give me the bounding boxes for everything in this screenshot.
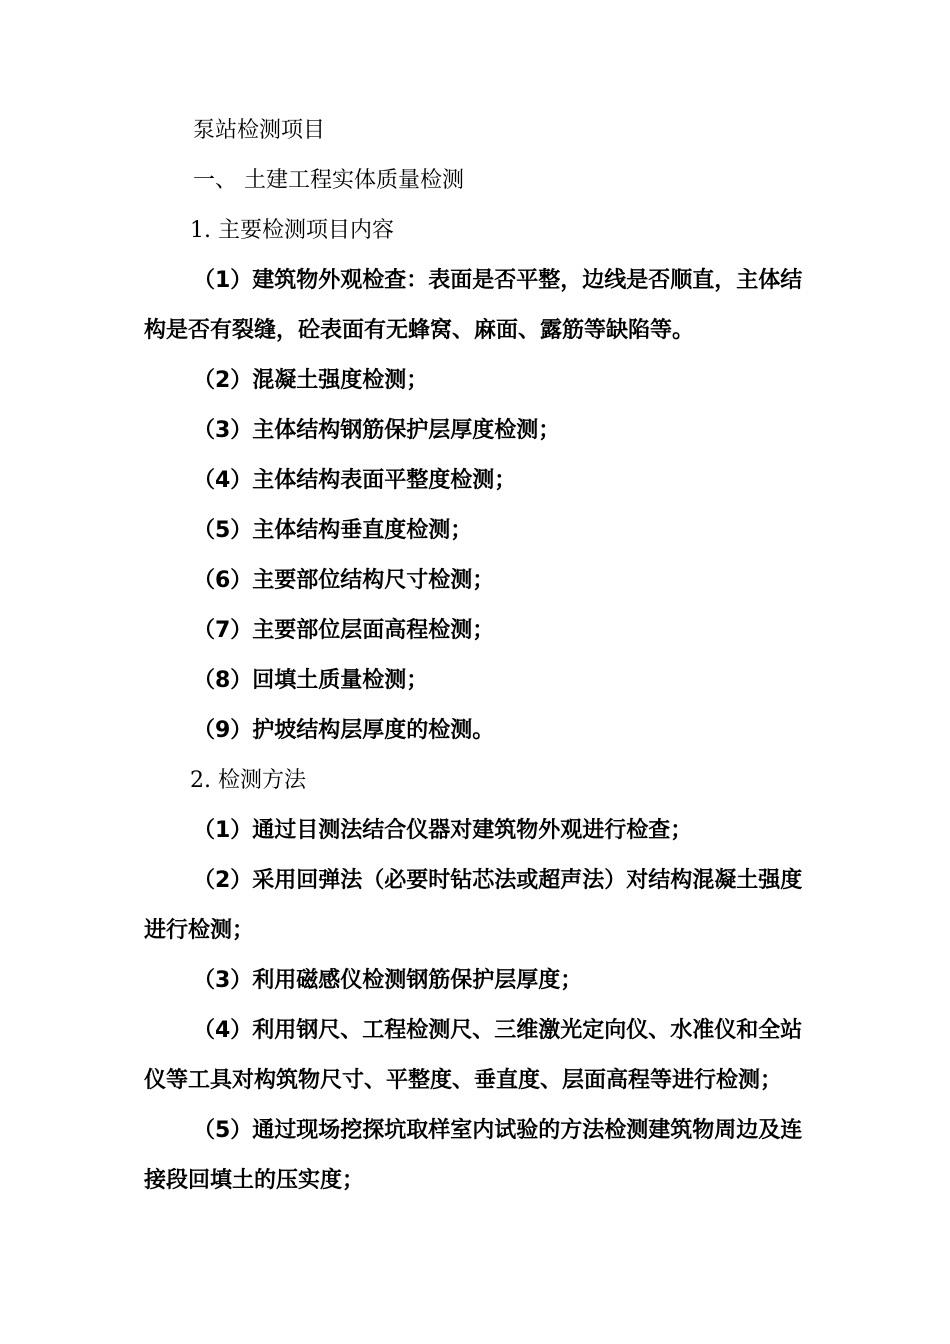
list-item-continuation: 仪等工具对构筑物尺寸、平整度、垂直度、层面高程等进行检测； <box>144 1068 783 1093</box>
list-item: （4）利用钢尺、工程检测尺、三维激光定向仪、水准仪和全站 <box>193 1018 803 1043</box>
list-item-continuation: 接段回填土的压实度； <box>144 1168 365 1193</box>
subsection-1-heading: 1. 主要检测项目内容 <box>190 218 394 243</box>
list-item-continuation: 进行检测； <box>144 918 255 943</box>
subsection-2-heading: 2. 检测方法 <box>190 768 306 793</box>
section-heading: 一、 土建工程实体质量检测 <box>193 168 464 193</box>
list-item: （3）利用磁感仪检测钢筋保护层厚度； <box>193 968 583 993</box>
list-item: （4）主体结构表面平整度检测； <box>193 468 517 493</box>
list-item: （2）采用回弹法（必要时钻芯法或超声法）对结构混凝土强度 <box>193 868 803 893</box>
list-item: （1）建筑物外观检查：表面是否平整，边线是否顺直，主体结 <box>193 268 803 293</box>
list-item: （7）主要部位层面高程检测； <box>193 618 495 643</box>
list-item: （5）通过现场挖探坑取样室内试验的方法检测建筑物周边及连 <box>193 1118 803 1143</box>
list-item: （6）主要部位结构尺寸检测； <box>193 568 495 593</box>
subsection-1-list <box>144 256 814 756</box>
document-body <box>144 106 814 1206</box>
document-title: 泵站检测项目 <box>193 118 326 143</box>
list-item: （8）回填土质量检测； <box>193 668 429 693</box>
subsection-2-list <box>144 806 814 1206</box>
list-item: （1）通过目测法结合仪器对建筑物外观进行检查； <box>193 818 693 843</box>
list-item: （9）护坡结构层厚度的检测。 <box>193 718 495 743</box>
list-item: （5）主体结构垂直度检测； <box>193 518 473 543</box>
list-item: （3）主体结构钢筋保护层厚度检测； <box>193 418 561 443</box>
list-item-continuation: 构是否有裂缝，砼表面有无蜂窝、麻面、露筋等缺陷等。 <box>144 318 695 343</box>
list-item: （2）混凝土强度检测； <box>193 368 429 393</box>
